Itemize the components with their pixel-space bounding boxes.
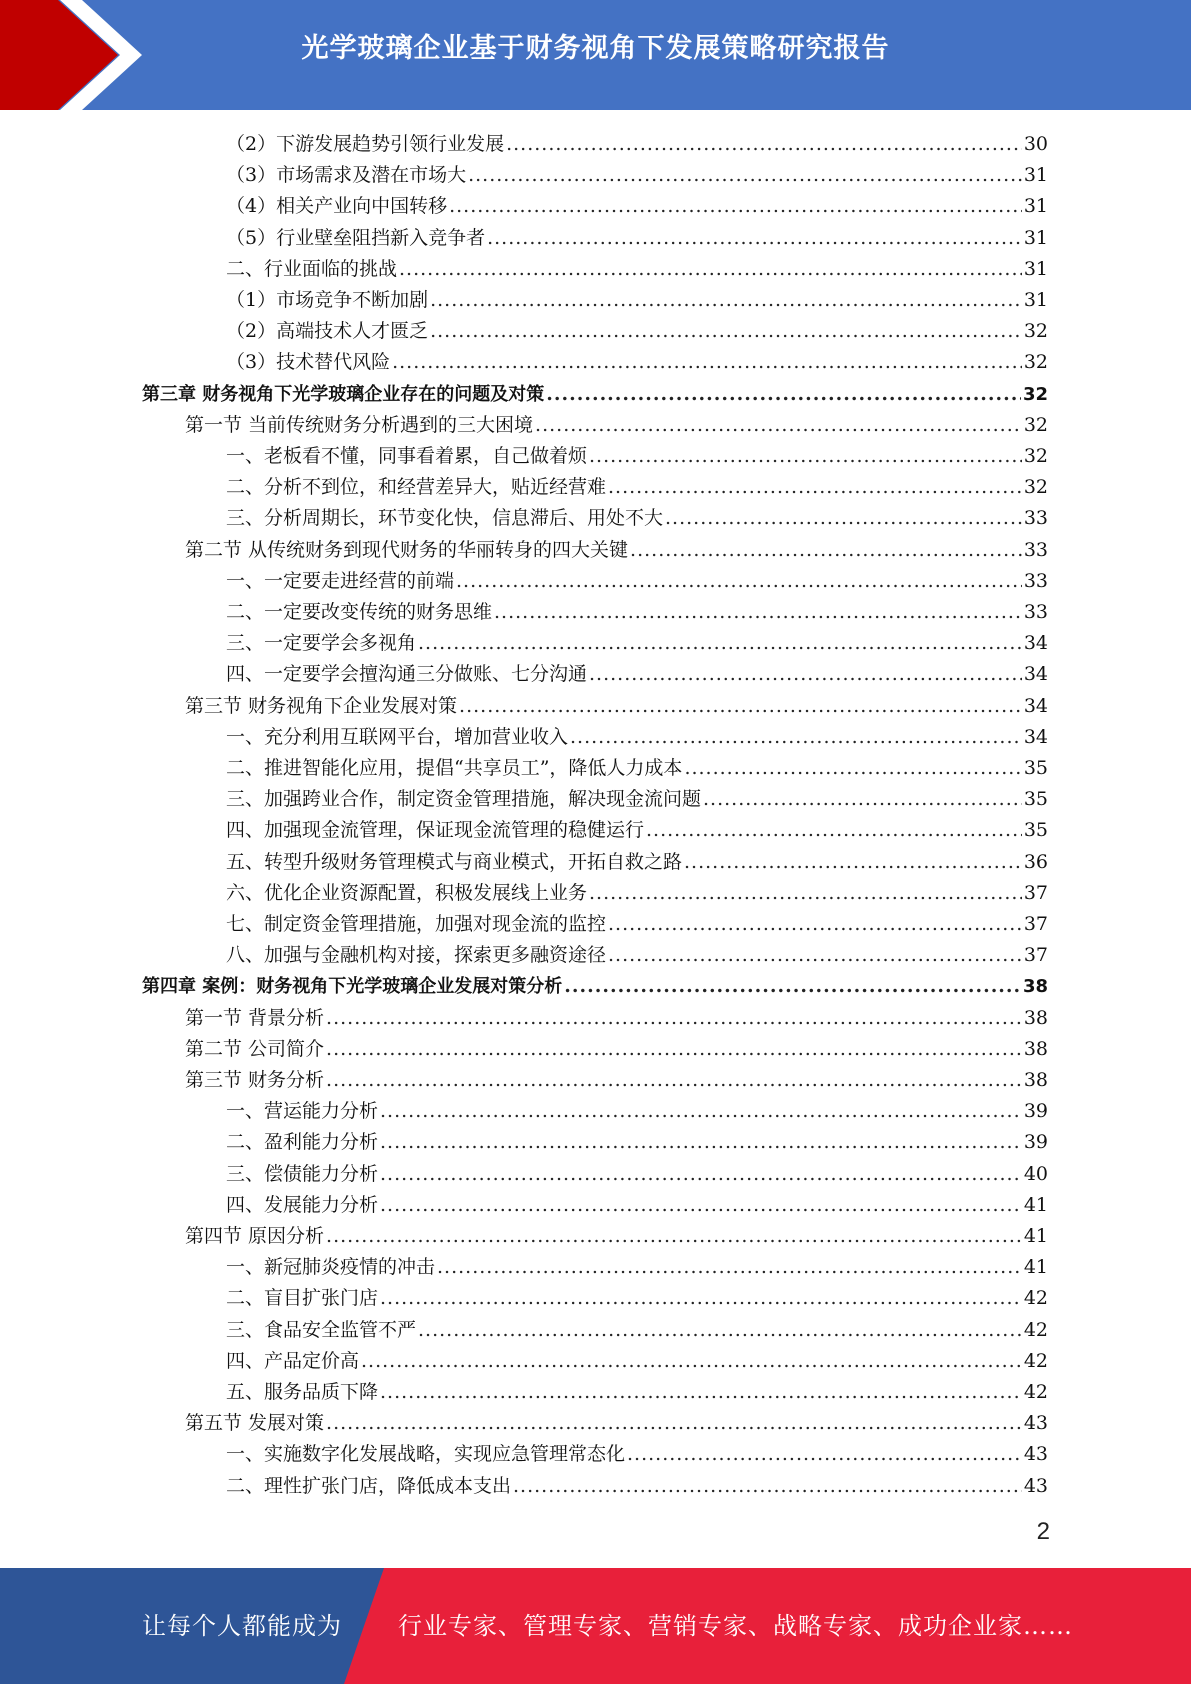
toc-entry[interactable]	[226, 472, 1048, 503]
toc-entry-page: 35	[1023, 757, 1048, 779]
toc-entry[interactable]	[226, 878, 1048, 909]
toc-entry-label: （3）技术替代风险	[226, 351, 391, 373]
toc-dot-leader	[430, 316, 1022, 347]
toc-entry-label: 一、充分利用互联网平台，增加营业收入	[226, 726, 569, 748]
toc-entry[interactable]	[226, 940, 1048, 971]
toc-entry[interactable]	[226, 316, 1048, 347]
toc-entry-label: 二、盈利能力分析	[226, 1131, 379, 1153]
toc-entry-label: 二、一定要改变传统的财务思维	[226, 601, 493, 623]
toc-entry[interactable]	[185, 1065, 1048, 1096]
toc-entry-page: 40	[1023, 1163, 1048, 1185]
toc-dot-leader	[627, 1439, 1022, 1470]
toc-entry[interactable]	[185, 410, 1048, 441]
toc-entry[interactable]	[185, 1003, 1048, 1034]
toc-entry[interactable]	[226, 1315, 1048, 1346]
toc-entry-page: 32	[1023, 445, 1048, 467]
toc-entry-page: 39	[1023, 1100, 1048, 1122]
toc-dot-leader	[506, 129, 1022, 160]
toc-entry-label: 一、老板看不懂，同事看着累，自己做着烦	[226, 445, 588, 467]
toc-entry[interactable]	[226, 1190, 1048, 1221]
toc-entry-label: 六、优化企业资源配置，积极发展线上业务	[226, 882, 588, 904]
toc-entry-page: 38	[1023, 1007, 1048, 1029]
toc-entry-label: 四、加强现金流管理，保证现金流管理的稳健运行	[226, 819, 645, 841]
toc-dot-leader	[608, 940, 1022, 971]
toc-entry-label: 第五节 发展对策	[185, 1412, 325, 1434]
toc-dot-leader	[326, 1065, 1022, 1096]
toc-entry-page: 31	[1023, 195, 1048, 217]
toc-entry[interactable]	[226, 254, 1048, 285]
toc-entry-page: 33	[1023, 570, 1048, 592]
toc-entry-label: 二、推进智能化应用，提倡“共享员工”，降低人力成本	[226, 757, 683, 779]
toc-entry[interactable]	[226, 1127, 1048, 1158]
toc-dot-leader	[380, 1096, 1022, 1127]
toc-entry[interactable]	[226, 722, 1048, 753]
toc-entry-label: 三、偿债能力分析	[226, 1163, 379, 1185]
toc-entry-label: 第三章 财务视角下光学玻璃企业存在的问题及对策	[142, 384, 545, 405]
toc-dot-leader	[399, 254, 1022, 285]
toc-entry-page: 37	[1023, 913, 1048, 935]
toc-dot-leader	[380, 1190, 1022, 1221]
toc-entry[interactable]	[226, 1439, 1048, 1470]
toc-entry[interactable]	[226, 1283, 1048, 1314]
toc-dot-leader	[684, 753, 1021, 784]
toc-entry[interactable]	[226, 191, 1048, 222]
toc-entry-label: 一、一定要走进经营的前端	[226, 570, 455, 592]
toc-entry[interactable]	[226, 628, 1048, 659]
toc-entry-label: 第一节 背景分析	[185, 1007, 325, 1029]
toc-dot-leader	[326, 1034, 1022, 1065]
toc-entry-page: 31	[1023, 164, 1048, 186]
toc-dot-leader	[564, 971, 1021, 1002]
toc-entry-label: 五、转型升级财务管理模式与商业模式，开拓自救之路	[226, 851, 683, 873]
toc-entry[interactable]	[226, 1159, 1048, 1190]
toc-entry[interactable]	[185, 535, 1048, 566]
toc-entry-label: 一、营运能力分析	[226, 1100, 379, 1122]
toc-dot-leader	[513, 1471, 1022, 1502]
toc-entry-page: 41	[1023, 1194, 1048, 1216]
toc-entry-page: 42	[1023, 1381, 1048, 1403]
toc-entry-page: 33	[1023, 507, 1048, 529]
toc-entry[interactable]	[226, 503, 1048, 534]
page-number: 2	[1036, 1518, 1050, 1545]
toc-entry-page: 43	[1023, 1412, 1048, 1434]
footer-slogan-right: 行业专家、管理专家、营销专家、战略专家、成功企业家……	[398, 1612, 1073, 1640]
toc-dot-leader	[608, 909, 1022, 940]
toc-entry-label: 第四章 案例：财务视角下光学玻璃企业发展对策分析	[142, 976, 563, 997]
toc-dot-leader	[326, 1003, 1022, 1034]
toc-entry[interactable]	[226, 909, 1048, 940]
toc-dot-leader	[456, 566, 1022, 597]
toc-entry-page: 42	[1023, 1319, 1048, 1341]
toc-entry-page: 33	[1023, 601, 1048, 623]
toc-dot-leader	[487, 223, 1022, 254]
toc-entry-label: 一、实施数字化发展战略，实现应急管理常态化	[226, 1443, 626, 1465]
toc-dot-leader	[326, 1221, 1022, 1252]
toc-entry-label: （3）市场需求及潜在市场大	[226, 164, 467, 186]
toc-entry-page: 30	[1023, 133, 1048, 155]
toc-entry[interactable]	[226, 815, 1048, 846]
toc-entry[interactable]	[226, 285, 1048, 316]
toc-dot-leader	[589, 659, 1022, 690]
toc-entry[interactable]	[226, 847, 1048, 878]
toc-dot-leader	[437, 1252, 1022, 1283]
toc-dot-leader	[589, 878, 1022, 909]
toc-entry-label: 八、加强与金融机构对接，探索更多融资途径	[226, 944, 607, 966]
toc-entry-label: 第三节 财务视角下企业发展对策	[185, 695, 458, 717]
toc-entry-page: 32	[1023, 414, 1048, 436]
toc-dot-leader	[665, 503, 1022, 534]
toc-dot-leader	[380, 1377, 1022, 1408]
toc-entry-label: 第二节 公司简介	[185, 1038, 325, 1060]
toc-entry-page: 38	[1023, 1038, 1048, 1060]
toc-entry-page: 34	[1023, 695, 1048, 717]
toc-entry-label: 第三节 财务分析	[185, 1069, 325, 1091]
toc-dot-leader	[589, 441, 1022, 472]
page-footer	[0, 1568, 1191, 1684]
toc-entry[interactable]	[226, 129, 1048, 160]
toc-entry-label: 五、服务品质下降	[226, 1381, 379, 1403]
footer-slogan-left: 让每个人都能成为	[142, 1612, 342, 1640]
toc-entry-label: 三、加强跨业合作，制定资金管理措施，解决现金流问题	[226, 788, 702, 810]
toc-entry-label: 四、产品定价高	[226, 1350, 360, 1372]
toc-entry[interactable]	[226, 659, 1048, 690]
toc-entry-page: 35	[1023, 819, 1048, 841]
toc-entry-label: 四、一定要学会擅沟通三分做账、七分沟通	[226, 663, 588, 685]
toc-dot-leader	[646, 815, 1022, 846]
toc-dot-leader	[361, 1346, 1022, 1377]
toc-dot-leader	[449, 191, 1022, 222]
toc-entry[interactable]	[185, 1408, 1048, 1439]
toc-entry-label: 第一节 当前传统财务分析遇到的三大困境	[185, 414, 534, 436]
toc-entry[interactable]	[142, 971, 1048, 1002]
toc-entry-page: 42	[1023, 1287, 1048, 1309]
toc-entry-page: 41	[1023, 1256, 1048, 1278]
page-header	[0, 0, 1191, 110]
toc-entry-label: （2）高端技术人才匮乏	[226, 320, 429, 342]
toc-dot-leader	[430, 285, 1022, 316]
toc-entry-label: 二、盲目扩张门店	[226, 1287, 379, 1309]
toc-entry[interactable]	[226, 1096, 1048, 1127]
toc-entry-label: 三、一定要学会多视角	[226, 632, 417, 654]
toc-dot-leader	[703, 784, 1022, 815]
toc-entry-label: 三、食品安全监管不严	[226, 1319, 417, 1341]
toc-entry[interactable]	[226, 441, 1048, 472]
toc-entry[interactable]	[226, 784, 1048, 815]
toc-dot-leader	[418, 628, 1022, 659]
toc-dot-leader	[630, 535, 1022, 566]
toc-entry[interactable]	[226, 753, 1048, 784]
toc-entry-label: 二、分析不到位，和经营差异大，贴近经营难	[226, 476, 607, 498]
toc-entry-page: 43	[1023, 1443, 1048, 1465]
toc-entry-label: 四、发展能力分析	[226, 1194, 379, 1216]
toc-entry-label: 七、制定资金管理措施，加强对现金流的监控	[226, 913, 607, 935]
toc-entry[interactable]	[185, 691, 1048, 722]
toc-entry[interactable]	[226, 223, 1048, 254]
toc-entry-page: 37	[1023, 944, 1048, 966]
toc-entry-page: 34	[1023, 726, 1048, 748]
toc-entry-page: 36	[1023, 851, 1048, 873]
toc-dot-leader	[468, 160, 1022, 191]
toc-entry-page: 31	[1023, 289, 1048, 311]
toc-entry-page: 31	[1023, 258, 1048, 280]
toc-entry-page: 38	[1022, 976, 1048, 997]
toc-dot-leader	[392, 347, 1022, 378]
toc-entry[interactable]	[226, 347, 1048, 378]
toc-entry-page: 31	[1023, 227, 1048, 249]
toc-entry[interactable]	[226, 597, 1048, 628]
toc-entry-page: 38	[1023, 1069, 1048, 1091]
toc-entry-page: 34	[1023, 663, 1048, 685]
toc-dot-leader	[380, 1283, 1022, 1314]
toc-entry-page: 32	[1023, 320, 1048, 342]
toc-entry-page: 41	[1023, 1225, 1048, 1247]
toc-dot-leader	[608, 472, 1022, 503]
toc-entry-page: 32	[1023, 351, 1048, 373]
toc-entry[interactable]	[226, 1252, 1048, 1283]
toc-entry[interactable]	[185, 1034, 1048, 1065]
toc-entry[interactable]	[226, 1471, 1048, 1502]
toc-entry-label: 三、分析周期长，环节变化快，信息滞后、用处不大	[226, 507, 664, 529]
toc-dot-leader	[380, 1159, 1022, 1190]
toc-entry-label: 一、新冠肺炎疫情的冲击	[226, 1256, 436, 1278]
toc-entry[interactable]	[226, 1346, 1048, 1377]
toc-entry-label: 二、行业面临的挑战	[226, 258, 398, 280]
toc-dot-leader	[418, 1315, 1022, 1346]
toc-entry-label: 第二节 从传统财务到现代财务的华丽转身的四大关键	[185, 539, 629, 561]
toc-entry-label: （1）市场竞争不断加剧	[226, 289, 429, 311]
toc-entry-page: 37	[1023, 882, 1048, 904]
toc-entry-page: 33	[1023, 539, 1048, 561]
toc-entry-label: 二、理性扩张门店，降低成本支出	[226, 1475, 512, 1497]
toc-entry[interactable]	[226, 160, 1048, 191]
toc-dot-leader	[459, 691, 1022, 722]
toc-dot-leader	[570, 722, 1022, 753]
toc-entry-label: 第四节 原因分析	[185, 1225, 325, 1247]
toc-dot-leader	[546, 379, 1021, 410]
toc-dot-leader	[380, 1127, 1022, 1158]
toc-entry-page: 42	[1023, 1350, 1048, 1372]
toc-entry[interactable]	[226, 1377, 1048, 1408]
toc-entry-page: 39	[1023, 1131, 1048, 1153]
toc-dot-leader	[326, 1408, 1022, 1439]
toc-entry-page: 32	[1023, 476, 1048, 498]
toc-dot-leader	[684, 847, 1022, 878]
toc-dot-leader	[494, 597, 1022, 628]
toc-entry[interactable]	[185, 1221, 1048, 1252]
toc-entry[interactable]	[142, 379, 1048, 410]
toc-entry-page: 43	[1023, 1475, 1048, 1497]
toc-entry-label: （4）相关产业向中国转移	[226, 195, 448, 217]
toc-entry-page: 34	[1023, 632, 1048, 654]
toc-entry-label: （5）行业壁垒阻挡新入竞争者	[226, 227, 486, 249]
toc-entry-label: （2）下游发展趋势引领行业发展	[226, 133, 505, 155]
toc-entry-page: 35	[1023, 788, 1048, 810]
toc-entry[interactable]	[226, 566, 1048, 597]
toc-entry-page: 32	[1022, 384, 1048, 405]
toc-dot-leader	[535, 410, 1022, 441]
document-title: 光学玻璃企业基于财务视角下发展策略研究报告	[301, 33, 890, 64]
